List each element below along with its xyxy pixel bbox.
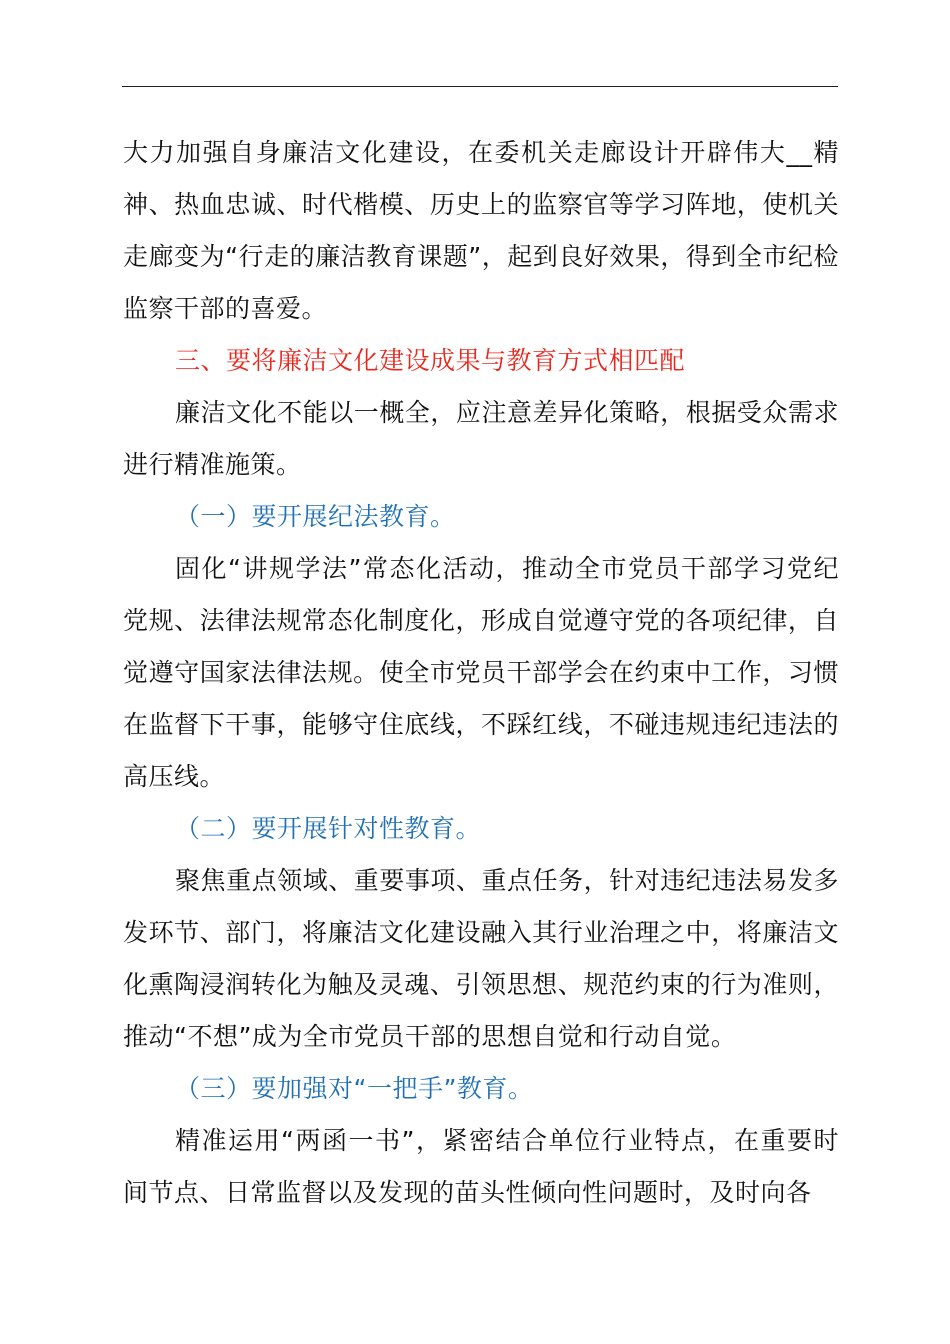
sub-heading-1: （一）要开展纪法教育。	[175, 502, 456, 531]
section-heading-3: 三、要将廉洁文化建设成果与教育方式相匹配	[175, 346, 686, 375]
sub-heading-2: （二）要开展针对性教育。	[175, 814, 482, 843]
sub-heading-3: （三）要加强对“一把手”教育。	[175, 1074, 534, 1103]
paragraph-continuation: 大力加强自身廉洁文化建设，在委机关走廊设计开辟伟大__精神、热血忠诚、时代楷模、历史上的监察官等学习阵地，使机关走廊变为“行走的廉洁教育课题”，起到良好效果，得到全市纪检监察干部的喜爱。	[123, 138, 839, 323]
paragraph-targeted-education: 聚焦重点领域、重要事项、重点任务，针对违纪违法易发多发环节、部门，将廉洁文化建设融入其行业治理之中，将廉洁文化熏陶浸润转化为触及灵魂、引领思想、规范约束的行为准则，推动“不想”成为全市党员干部的思想自觉和行动自觉。	[123, 866, 839, 1051]
document-body	[123, 127, 839, 1219]
paragraph-strategy: 廉洁文化不能以一概全，应注意差异化策略，根据受众需求进行精准施策。	[123, 398, 839, 479]
paragraph-discipline-education: 固化“讲规学法”常态化活动，推动全市党员干部学习党纪党规、法律法规常态化制度化，形成自觉遵守党的各项纪律，自觉遵守国家法律法规。使全市党员干部学会在约束中工作，习惯在监督下干事，能够守住底线，不踩红线，不碰违规违纪违法的高压线。	[123, 554, 839, 791]
header-rule	[122, 86, 838, 87]
paragraph-leader-education: 精准运用“两函一书”，紧密结合单位行业特点，在重要时间节点、日常监督以及发现的苗头性倾向性问题时，及时向各	[123, 1126, 839, 1207]
